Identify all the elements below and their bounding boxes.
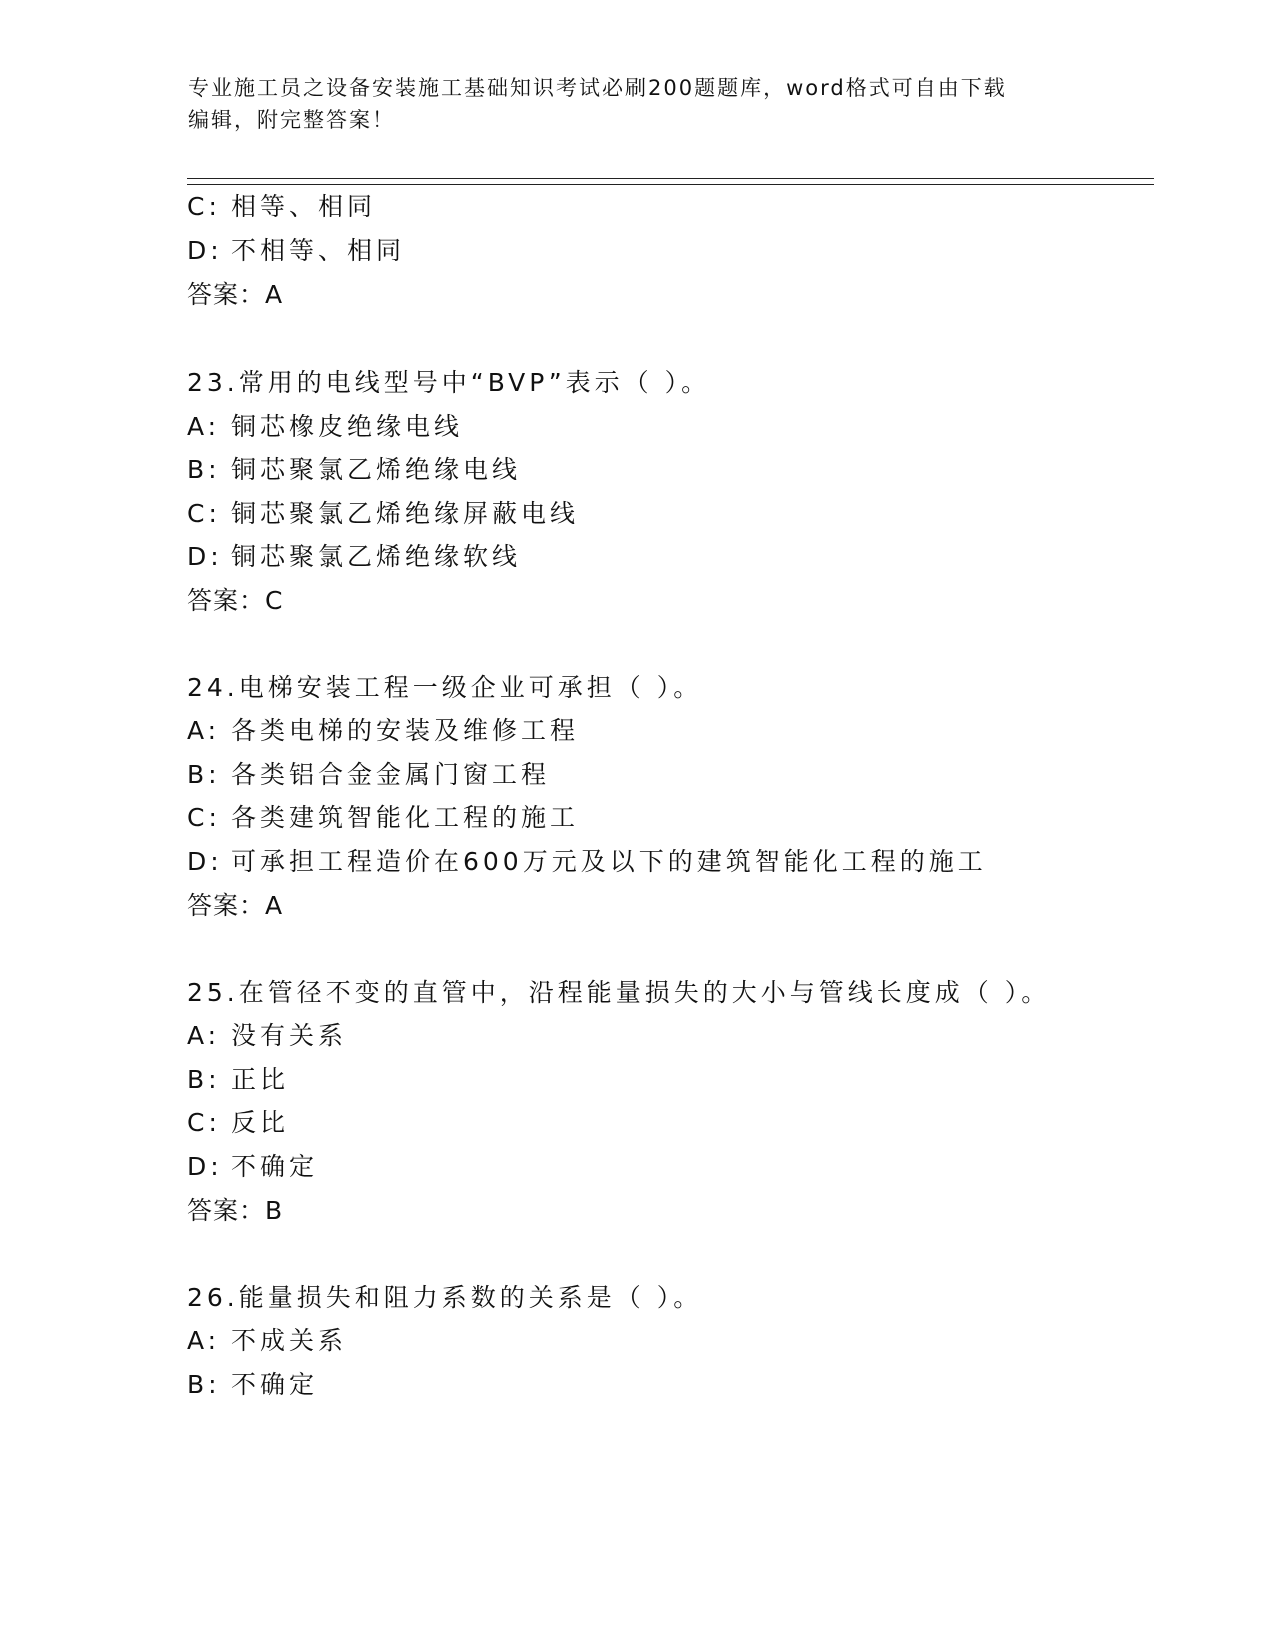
option-label: B:	[187, 455, 221, 484]
option-a	[187, 716, 579, 746]
option-label: C:	[187, 499, 221, 528]
question-stem: 24.电梯安装工程一级企业可承担（ ）。	[187, 673, 703, 702]
option-c	[187, 803, 579, 833]
option-text: 没有关系	[231, 1021, 348, 1050]
option-label: B:	[187, 1370, 221, 1399]
header-line-1: 专业施工员之设备安装施工基础知识考试必刷200题题库，word格式可自由下载	[188, 76, 1007, 100]
question-stem: 26.能量损失和阻力系数的关系是（ ）。	[187, 1283, 703, 1312]
option-text: 各类电梯的安装及维修工程	[231, 716, 580, 745]
option-a	[187, 1326, 347, 1356]
header-divider	[187, 178, 1154, 185]
option-text: 不成关系	[231, 1326, 348, 1355]
header-line-2: 编辑，附完整答案！	[188, 108, 395, 132]
option-d	[187, 847, 987, 877]
option-label: C:	[187, 192, 221, 221]
option-label: A:	[187, 716, 221, 745]
option-b	[187, 1065, 289, 1095]
option-label: D:	[187, 542, 223, 571]
option-label: D:	[187, 236, 223, 265]
option-label: A:	[187, 1021, 221, 1050]
option-text: 正比	[231, 1065, 290, 1094]
option-a	[187, 412, 463, 442]
answer: 答案：A	[187, 280, 284, 309]
option-c	[187, 192, 376, 222]
option-text: 铜芯聚氯乙烯绝缘软线	[231, 542, 522, 571]
option-text: 铜芯聚氯乙烯绝缘电线	[231, 455, 522, 484]
option-d	[187, 236, 405, 266]
option-text: 各类铝合金金属门窗工程	[231, 760, 551, 789]
option-label: D:	[187, 847, 223, 876]
option-text: 反比	[231, 1108, 290, 1137]
option-b	[187, 1370, 318, 1400]
option-label: A:	[187, 412, 221, 441]
option-d	[187, 542, 521, 572]
option-label: A:	[187, 1326, 221, 1355]
option-text: 各类建筑智能化工程的施工	[231, 803, 580, 832]
option-label: D:	[187, 1152, 223, 1181]
option-text: 不相等、相同	[231, 236, 406, 265]
option-a	[187, 1021, 347, 1051]
option-label: C:	[187, 1108, 221, 1137]
option-text: 可承担工程造价在600万元及以下的建筑智能化工程的施工	[231, 847, 987, 876]
answer: 答案：B	[187, 1196, 284, 1225]
option-text: 铜芯橡皮绝缘电线	[231, 412, 464, 441]
option-label: C:	[187, 803, 221, 832]
option-b	[187, 455, 521, 485]
option-c	[187, 1108, 289, 1138]
option-text: 不确定	[231, 1152, 319, 1181]
option-label: B:	[187, 1065, 221, 1094]
option-text: 不确定	[231, 1370, 319, 1399]
option-label: B:	[187, 760, 221, 789]
option-c	[187, 499, 579, 529]
option-b	[187, 760, 550, 790]
document-header	[188, 72, 1088, 136]
answer: 答案：A	[187, 891, 284, 920]
option-text: 铜芯聚氯乙烯绝缘屏蔽电线	[231, 499, 580, 528]
option-text: 相等、相同	[231, 192, 377, 221]
option-d	[187, 1152, 318, 1182]
question-stem: 23.常用的电线型号中“BVP”表示（ ）。	[187, 368, 711, 397]
question-stem: 25.在管径不变的直管中，沿程能量损失的大小与管线长度成（ ）。	[187, 978, 1051, 1007]
answer: 答案：C	[187, 586, 284, 615]
